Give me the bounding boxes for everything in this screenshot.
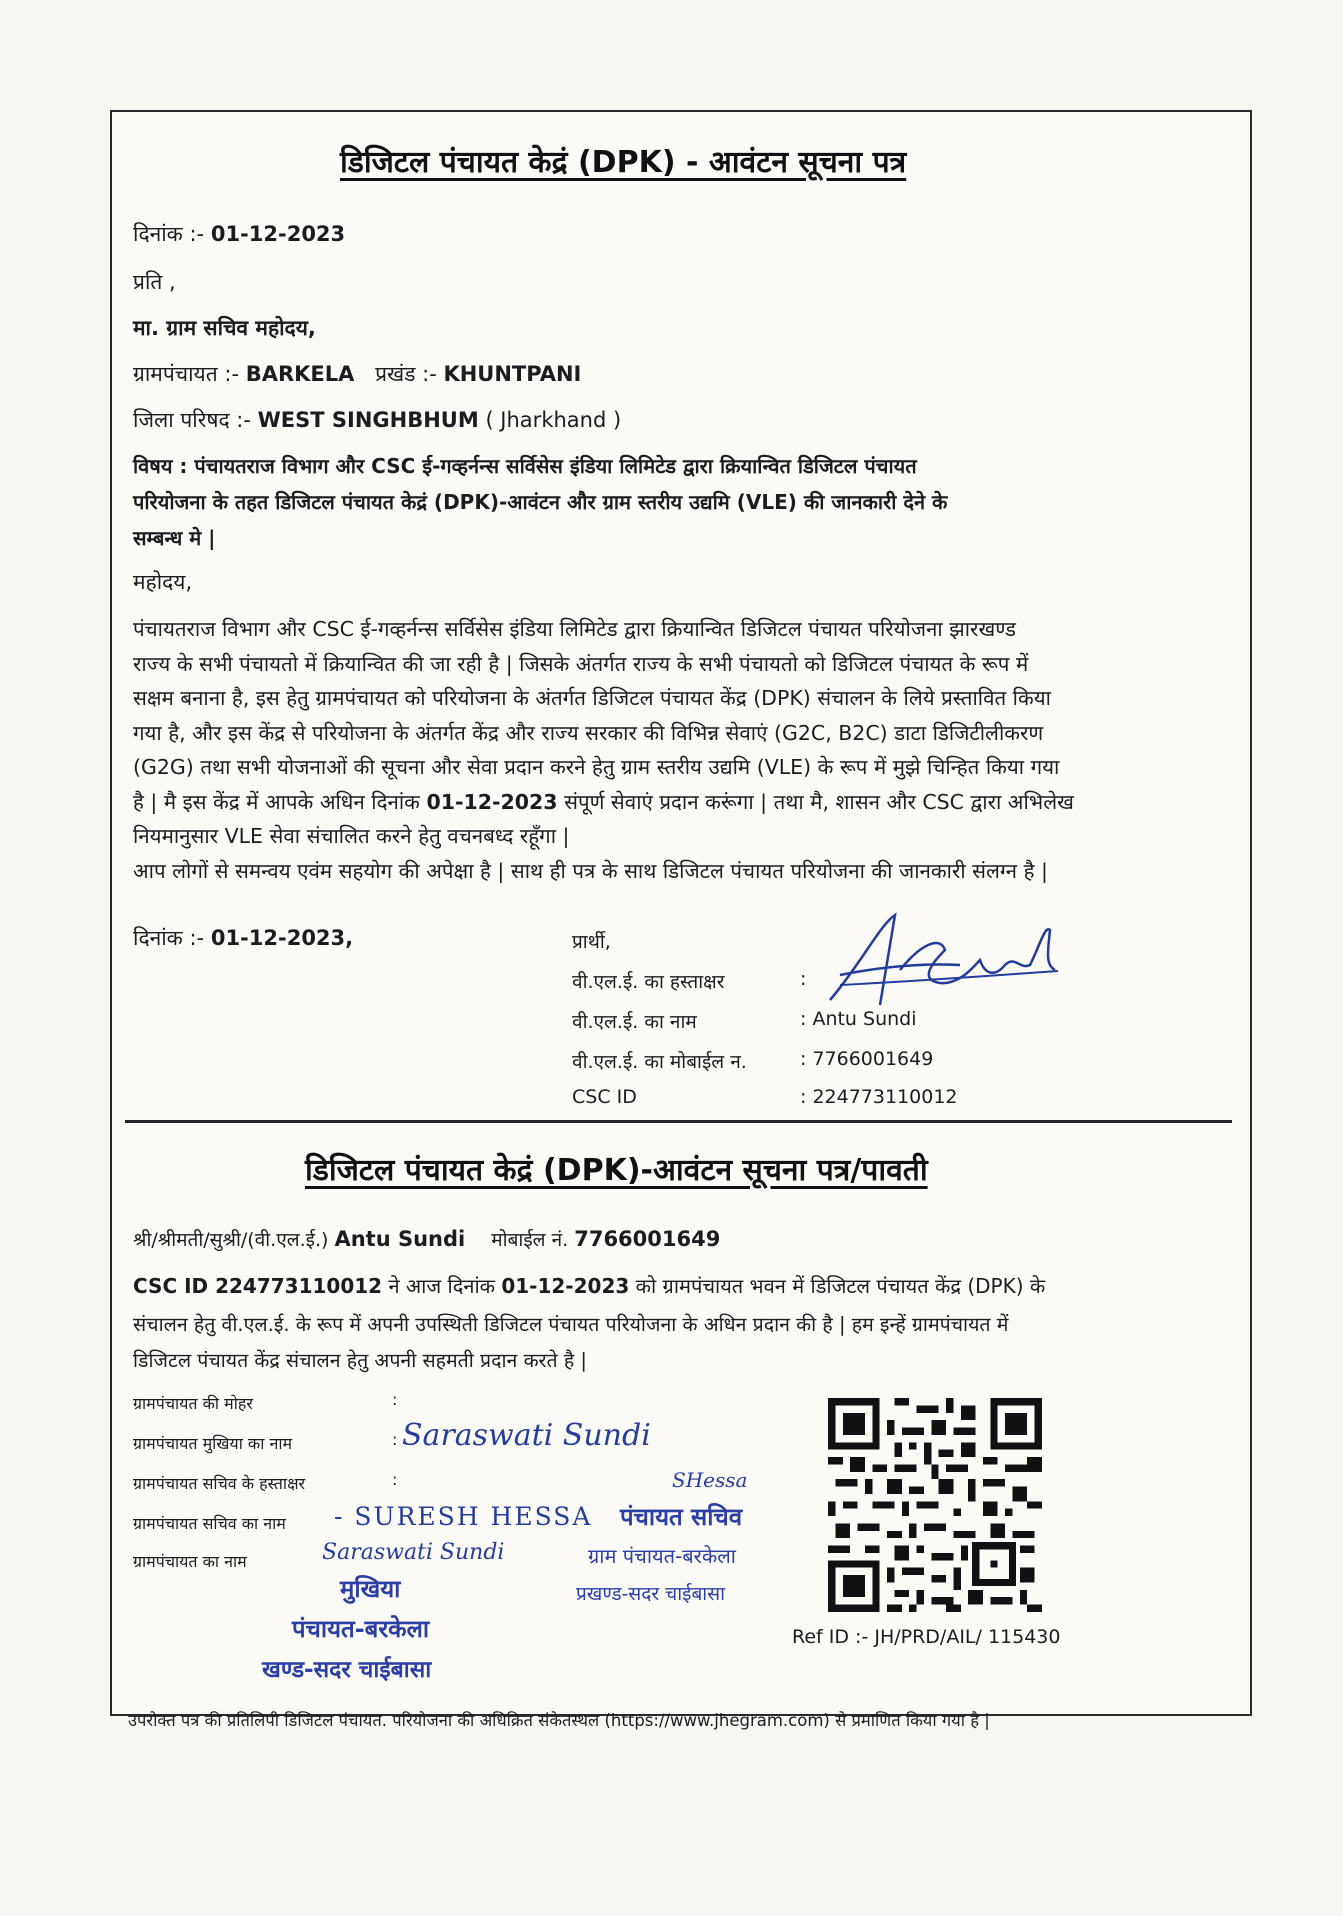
vle-mobile-label: वी.एल.ई. का मोबाईल न. [572,1051,747,1073]
subject-line-2: परियोजना के तहत डिजिटल पंचायत केद्रं (DPK)-आवंटन और ग्राम स्तरीय उद्यमि (VLE) की जानकारी देने के [133,490,948,514]
body-line: राज्य के सभी पंचायतो में क्रियान्वित की जा रही है | जिसके अंतर्गत राज्य के सभी पंचायतो को डिजिटल पंचायत के रूप में [133,651,1029,676]
block-value: KHUNTPANI [443,362,582,386]
salutation: महोदय, [133,570,193,594]
district-line [133,406,621,434]
district-label: जिला परिषद :- [133,408,258,432]
body-line: गया है, और इस केंद्र से परियोजना के अंतर्गत केंद्र और राज्य सरकार की विभिन्न सेवाएं (G2C, B2C) डाटा डिजिटीलीकरण [133,720,1044,745]
vle-sign-colon: : [800,968,807,990]
addressee: मा. ग्राम सचिव महोदय, [133,316,316,340]
sign-date-line [133,924,353,952]
subject-line-1: विषय : पंचायतराज विभाग और CSC ई-गव्हर्नन्स सर्विसेस इंडिया लिमिटेड द्वारा क्रियान्वित डिजिटल पंचायत [133,454,917,478]
field-secretary-sign-colon: : [392,1470,398,1489]
body-line: (G2G) तथा सभी योजनाओं की सूचना और सेवा प्रदान करने हेतु ग्राम स्तरीय उद्यमि (VLE) के रूप में मुझे चिन्हित किया गया [133,755,1060,779]
vle-name: Antu Sundi [334,1227,466,1251]
secretary-handwritten-name: - SURESH HESSA [334,1502,593,1531]
csc-id-label: CSC ID [572,1086,637,1108]
receipt-csc-id: CSC ID 224773110012 [133,1274,383,1298]
sign-date-value: 01-12-2023, [210,926,354,950]
stamp-khand: खण्ड-सदर चाईबासा [262,1657,432,1683]
field-mukhiya-colon: : [392,1430,398,1449]
name-prefix: श्री/श्रीमती/सुश्री/(वी.एल.ई.) [133,1229,335,1251]
body-line: पंचायतराज विभाग और CSC ई-गव्हर्नन्स सर्विसेस इंडिया लिमिटेड द्वारा क्रियान्वित डिजिटल पंचायत परियोजना झारखण्ड [133,617,1016,641]
date-value: 01-12-2023 [210,222,346,246]
mobile-label: मोबाईल नं. [491,1229,575,1251]
receipt-date: 01-12-2023 [501,1274,630,1298]
receipt-name-line [133,1226,720,1252]
qr-code [828,1398,1042,1612]
body-date: 01-12-2023 [426,789,558,814]
field-secretary-name-label: ग्रामपंचायत सचिव का नाम [133,1514,286,1533]
vle-sign-label: वी.एल.ई. का हस्ताक्षर [572,971,725,993]
body-paragraph [133,612,1233,888]
stamp-panchayat: पंचायत-बरकेला [292,1615,430,1643]
subject-line-3: सम्बन्ध मे | [133,526,216,550]
field-secretary-sign-label: ग्रामपंचायत सचिव के हस्ताक्षर [133,1474,306,1493]
section-divider [125,1120,1232,1123]
state-text: ( Jharkhand ) [478,408,622,432]
field-seal-colon: : [392,1390,398,1409]
field-gp-name-label: ग्रामपंचायत का नाम [133,1552,247,1571]
field-seal-label: ग्रामपंचायत की मोहर [133,1394,253,1413]
district-value: WEST SINGHBHUM [257,408,479,432]
vle-mobile-value: : 7766001649 [800,1048,934,1070]
receipt-line-2: संचालन हेतु वी.एल.ई. के रूप में अपनी उपस्थिती डिजिटल पंचायत परियोजना के अधिन प्रदान की है | हम इन्हें ग्रामपंचायत में [133,1313,1009,1336]
block-label: प्रखंड :- [375,362,444,386]
gp-block-line [133,360,581,388]
sign-date-label: दिनांक :- [133,926,211,950]
footer-note: उपरोक्त पत्र की प्रतिलिपी डिजिटल पंचायत. परियोजना की अधिक्रित संकेतस्थल (https://www.jhegram.com) से प्रमाणित किया गया है | [128,1711,990,1730]
gp-handwritten-name: Saraswati Sundi [322,1540,505,1565]
prati-text: प्रति , [133,270,176,294]
stamp-prakhand: प्रखण्ड-सदर चाईबासा [576,1583,725,1605]
closing-line: आप लोगों से समन्वय एवंम सहयोग की अपेक्षा है | साथ ही पत्र के साथ डिजिटल पंचायत परियोजना की जानकारी संलग्न है | [133,858,1048,883]
body-line: है | मै इस केंद्र में आपके अधिन दिनांक 01-12-2023 संपूर्ण सेवाएं प्रदान करूंगा | तथा मै, शासन और CSC द्वारा अभिलेख [133,789,1074,814]
field-mukhiya-label: ग्रामपंचायत मुखिया का नाम [133,1434,293,1453]
secretary-signature: SHessa [672,1468,748,1492]
mobile-value: 7766001649 [574,1227,721,1251]
csc-id-value: : 224773110012 [800,1086,958,1108]
stamp-sachiv: पंचायत सचिव [620,1503,743,1531]
date-label: दिनांक :- [133,222,211,246]
vle-name-label: वी.एल.ई. का नाम [572,1011,697,1033]
ref-id: Ref ID :- JH/PRD/AIL/ 115430 [792,1626,1061,1648]
applicant-label: प्रार्थी, [572,931,611,953]
vle-signature [800,905,1080,1015]
receipt-title: डिजिटल पंचायत केद्रं (DPK)-आवंटन सूचना पत्र/पावती [305,1153,928,1188]
gp-label: ग्रामपंचायत :- [133,362,246,386]
body-line: सक्षम बनाना है, इस हेतु ग्रामपंचायत को परियोजना के अंतर्गत डिजिटल पंचायत केंद्र (DPK) संचालन के लिये प्रस्तावित किया [133,686,1051,710]
page-title: डिजिटल पंचायत केद्रं (DPK) - आवंटन सूचना पत्र [340,145,907,180]
date-line [133,220,345,248]
receipt-line-1: CSC ID 224773110012 ने आज दिनांक 01-12-2023 को ग्रामपंचायत भवन में डिजिटल पंचायत केंद्र (DPK) के [133,1274,1046,1298]
stamp-gram-panchayat: ग्राम पंचायत-बरकेला [588,1544,736,1568]
stamp-mukhiya: मुखिया [340,1575,401,1603]
gp-value: BARKELA [245,362,355,386]
mukhiya-handwritten-name: Saraswati Sundi [402,1418,651,1453]
vle-name-value: : Antu Sundi [800,1008,917,1030]
body-line: नियमानुसार VLE सेवा संचालित करने हेतु वचनबध्द रहूँगा | [133,824,570,848]
receipt-line-3: डिजिटल पंचायत केंद्र संचालन हेतु अपनी सहमती प्रदान करते है | [133,1349,587,1372]
